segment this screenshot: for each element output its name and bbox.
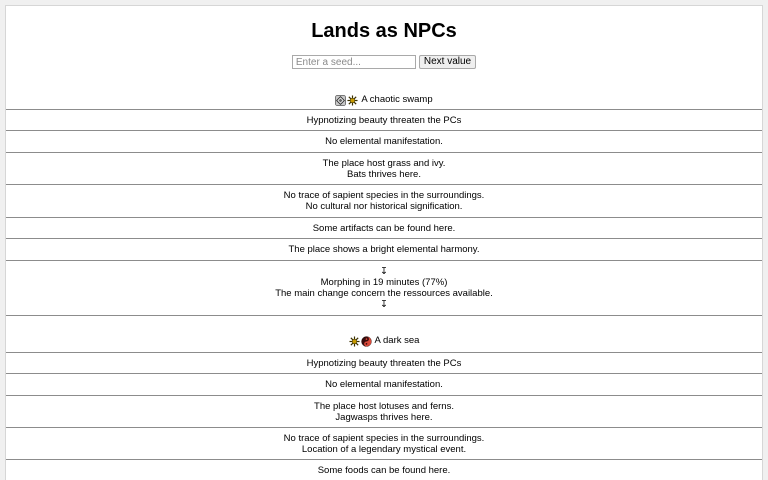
flora-text: The place host grass and ivy. — [322, 157, 446, 169]
flora-text: The place host lotuses and ferns. — [314, 400, 454, 412]
orb-icon — [361, 336, 372, 347]
land-morph — [6, 260, 762, 315]
land-sapient — [6, 427, 762, 459]
page-title: Lands as NPCs — [311, 20, 457, 42]
threat-text: Hypnotizing beauty threaten the PCs — [306, 357, 462, 369]
page-container — [5, 5, 763, 480]
elemental-text: No elemental manifestation. — [325, 379, 443, 390]
land-elemental — [6, 130, 762, 152]
morph-arrow-icon: ↧ — [380, 299, 388, 310]
land-icons — [349, 336, 372, 347]
history-text: Location of a legendary mystical event. — [301, 443, 467, 455]
harmony-text: The place shows a bright elemental harmony. — [288, 244, 480, 255]
land-header — [6, 91, 762, 109]
fauna-text: Bats thrives here. — [347, 168, 421, 180]
sun-icon — [347, 95, 358, 106]
land-flora — [6, 152, 762, 184]
morph-arrow-icon: ↧ — [380, 266, 388, 277]
diamond-icon — [335, 95, 346, 106]
fauna-text: Jagwasps thrives here. — [335, 411, 433, 423]
seed-controls — [6, 54, 762, 70]
seed-input[interactable] — [292, 55, 416, 69]
morph-detail: The main change concern the ressources available. — [275, 288, 493, 299]
sapient-text: No trace of sapient species in the surroundings. — [283, 190, 485, 201]
land-sapient — [6, 184, 762, 217]
land-loot — [6, 459, 762, 480]
next-value-button[interactable]: Next value — [419, 55, 476, 69]
morph-status: Morphing in 19 minutes (77%) — [320, 277, 448, 288]
loot-text: Some foods can be found here. — [317, 464, 451, 476]
history-text: No cultural nor historical signification. — [305, 201, 463, 212]
land-name: A dark sea — [374, 335, 420, 346]
land-name: A chaotic swamp — [361, 94, 433, 105]
sun-icon — [349, 336, 360, 347]
land-header — [6, 315, 762, 352]
land-icons — [335, 95, 358, 106]
sapient-text: No trace of sapient species in the surroundings. — [283, 432, 485, 444]
elemental-text: No elemental manifestation. — [325, 136, 443, 147]
land-elemental — [6, 373, 762, 395]
land-threat — [6, 352, 762, 373]
threat-text: Hypnotizing beauty threaten the PCs — [306, 114, 462, 126]
loot-text: Some artifacts can be found here. — [312, 222, 456, 234]
land-threat — [6, 109, 762, 130]
land-harmony — [6, 238, 762, 260]
land-flora — [6, 395, 762, 427]
land-loot — [6, 217, 762, 238]
